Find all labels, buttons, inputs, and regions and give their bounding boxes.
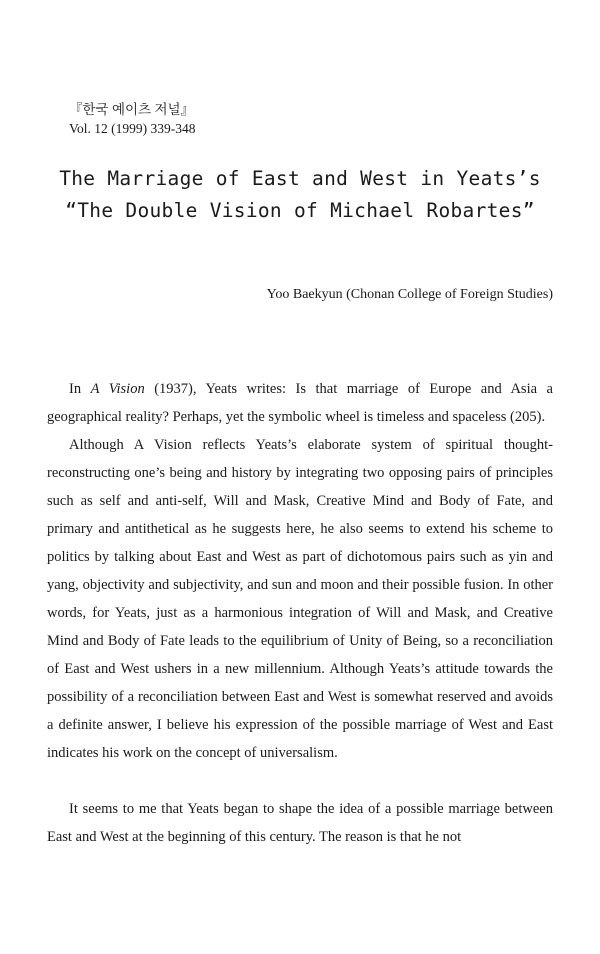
paragraph-1-rest: (1937), Yeats writes: Is that marriage of Europe and Asia a geographical reality? Perhaps, yet the symbolic wheel is timeless and spaceless (205). bbox=[47, 381, 553, 425]
journal-header bbox=[69, 100, 196, 138]
paragraph-2: Although A Vision reflects Yeats’s elaborate system of spiritual thought-reconstructing one’s being and history by integrating two opposing pairs of principles such as self and anti-self, Will and Mask, Creative Mind and Body of Fate, and primary and antithetical as he suggests here, he also seems to extend his scheme to politics by talking about East and West as part of dichotomous pairs such as yin and yang, objectivity and subjectivity, and sun and moon and their possible fusion. In other words, for Yeats, just as a harmonious integration of Will and Mask, and Creative Mind and Body of Fate leads to the equilibrium of Unity of Being, so a reconciliation of East and West ushers in a new millennium. Although Yeats’s attitude towards the possibility of a reconciliation between East and West is somewhat reserved and avoids a definite answer, I believe his expression of the possible marriage of West and East indicates his work on the concept of universalism. bbox=[47, 437, 553, 761]
body-text bbox=[47, 375, 553, 851]
title-line-1: The Marriage of East and West in Yeats’s bbox=[59, 167, 541, 190]
title-line-2: “The Double Vision of Michael Robartes” bbox=[65, 199, 535, 222]
paragraph-3: It seems to me that Yeats began to shape the idea of a possible marriage between East and West at the beginning of this century. The reason is that he not bbox=[47, 801, 553, 845]
paragraph-1-start: In bbox=[69, 381, 91, 397]
author-affiliation: Yoo Baekyun (Chonan College of Foreign Studies) bbox=[266, 287, 553, 302]
paragraph-1 bbox=[47, 375, 553, 431]
journal-name: 『한국 예이츠 저널』 bbox=[69, 102, 195, 117]
paper-title bbox=[0, 163, 600, 227]
book-title-a-vision: A Vision bbox=[90, 381, 145, 397]
journal-citation: Vol. 12 (1999) 339-348 bbox=[69, 121, 196, 136]
